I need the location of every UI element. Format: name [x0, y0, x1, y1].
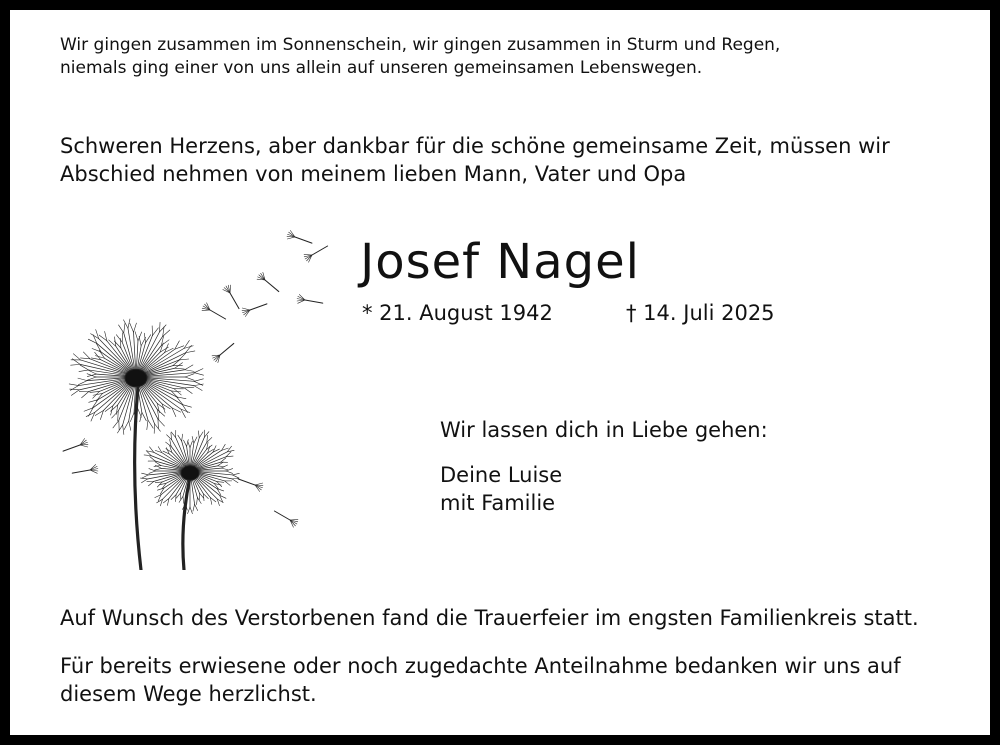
farewell-text: Wir lassen dich in Liebe gehen:	[440, 418, 768, 442]
intro-text	[60, 132, 940, 188]
poem-line-2: niemals ging einer von uns allein auf unseren gemeinsamen Lebenswegen.	[60, 58, 703, 78]
ceremony-note: Auf Wunsch des Verstorbenen fand die Trauerfeier im engsten Familienkreis statt.	[60, 606, 919, 630]
thanks-line-2: diesem Wege herzlichst.	[60, 682, 317, 706]
intro-line-1: Schweren Herzens, aber dankbar für die schöne gemeinsame Zeit, müssen wir	[60, 134, 890, 158]
thanks-note	[60, 652, 940, 708]
signer-line: Deine Luise	[440, 463, 563, 487]
thanks-line-1: Für bereits erwiesene oder noch zugedachte Anteilnahme bedanken wir uns auf	[60, 654, 901, 678]
obituary-card	[10, 10, 990, 735]
signers	[440, 461, 562, 517]
poem	[60, 34, 940, 80]
signer-line: mit Familie	[440, 491, 556, 515]
deceased-name: Josef Nagel	[360, 234, 640, 290]
intro-line-2: Abschied nehmen von meinem lieben Mann, Vater und Opa	[60, 162, 687, 186]
death-date: † 14. Juli 2025	[626, 301, 775, 325]
birth-date: * 21. August 1942	[362, 301, 553, 325]
poem-line-1: Wir gingen zusammen im Sonnenschein, wir gingen zusammen in Sturm und Regen,	[60, 35, 781, 55]
